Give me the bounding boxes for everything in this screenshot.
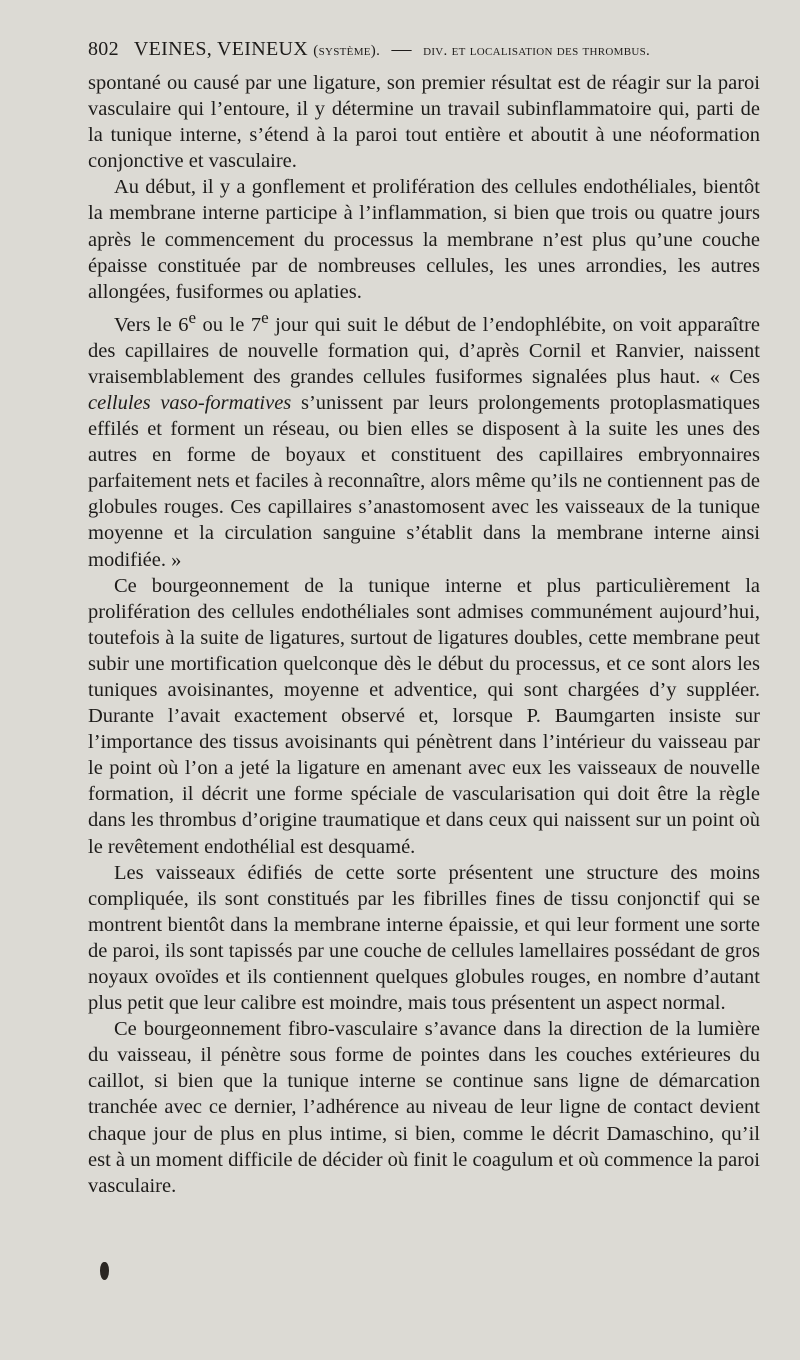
- p3-superscript-1: e: [188, 307, 197, 327]
- paragraph-4: Ce bourgeonnement de la tunique interne et plus particulièrement la prolifération des cellules endothéliales sont admises communément aujourd’hui, toutefois à la suite de ligatures, surtout de ligatures doubles, cette membrane peut subir une mortification quelconque dès le début du processus, et ce sont alors les tuniques avoisinantes, moyenne et adventice, qui sont chargées d’y suppléer. Durante l’avait exactement observé et, lorsque P. Baumgarten insiste sur l’importance des tissus avoisinants qui pénètrent dans l’intérieur du vaisseau par le point où l’on a jeté la ligature en amenant avec eux les vaisseaux de nouvelle formation, il décrit une forme spéciale de vascularisation qui doit être la règle dans les thrombus d’origine traumatique et dans ceux qui naissent sur un point où le revêtement endothélial est desquamé.: [88, 574, 760, 858]
- running-subtitle: (système).: [313, 43, 381, 59]
- paragraph-2: Au début, il y a gonflement et prolifération des cellules endothéliales, bientôt la membrane interne participe à l’inflammation, si bien que trois ou quatre jours après le commencement du processus la membrane n’est plus qu’une couche épaisse constituée par de nombreuses cellules, les unes arrondies, les autres allongées, fusiformes ou aplaties.: [88, 176, 760, 303]
- paragraph-3: [88, 305, 760, 573]
- paragraph-6: Ce bourgeonnement fibro-vasculaire s’avance dans la direction de la lumière du vaisseau, il pénètre sous forme de pointes dans les couches extérieures du caillot, si bien que la tunique interne se continue sans ligne de démarcation tranchée avec ce dernier, l’adhérence au niveau de leur ligne de contact devient chaque jour de plus en plus intime, si bien, comme le décrit Damaschino, qu’il est à un moment difficile de décider où finit le coagulum et où commence la paroi vasculaire.: [88, 1018, 760, 1197]
- p3-italic-term: cellules vaso-formatives: [88, 391, 292, 414]
- paragraph-5: Les vaisseaux édifiés de cette sorte présentent une structure des moins compliquée, ils sont constitués par les fibrilles fines de tissu conjonctif qui se montrent bientôt dans la membrane interne épaissie, et qui leur forment une sorte de paroi, ils sont tapissés par une couche de cellules lamellaires possédant de gros noyaux ovoïdes et ils contiennent quelques globules rouges, en nombre d’autant plus petit que leur calibre est moindre, mais tous présentent un aspect normal.: [88, 861, 760, 1015]
- p3-text-a: Vers le 6: [114, 313, 189, 336]
- running-head: [88, 38, 760, 61]
- running-section: div. et localisation des thrombus.: [423, 43, 651, 59]
- p3-text-d: s’unissent par leurs prolongements protoplasmatiques effilés et forment un réseau, ou bien elles se disposent à la suite les unes des autres en forme de boyaux et constituent des capillaires embryonnaires parfaitement nets et faciles à reconnaître, alors même qu’ils ne contiennent pas de globules rouges. Ces capillaires s’anastomosent avec les vaisseaux de la tunique moyenne et la circulation sanguine s’établit dans la membrane interne ainsi modifiée. »: [88, 391, 761, 571]
- page-number: 802: [88, 38, 119, 60]
- paragraph-1: spontané ou causé par une ligature, son premier résultat est de réagir sur la paroi vasculaire qui l’entoure, il y détermine un travail subinflammatoire qui, parti de la tunique interne, s’étend à la paroi tout entière et aboutit à une néoformation conjonctive et vasculaire.: [88, 72, 760, 173]
- body-text: [88, 70, 760, 1199]
- p3-superscript-2: e: [261, 307, 269, 327]
- ink-blot: [100, 1262, 109, 1280]
- p3-text-c: jour qui suit le début de l’endophlébite, on voit apparaître des capillaires de nouvelle formation qui, d’après Cornil et Ranvier, naissent vraisemblablement des grandes cellules fusiformes signalées plus haut. « Ces: [88, 313, 761, 388]
- p3-text-b: ou le 7: [196, 313, 262, 336]
- running-dash: —: [391, 38, 412, 60]
- running-title: VEINES, VEINEUX: [133, 38, 308, 60]
